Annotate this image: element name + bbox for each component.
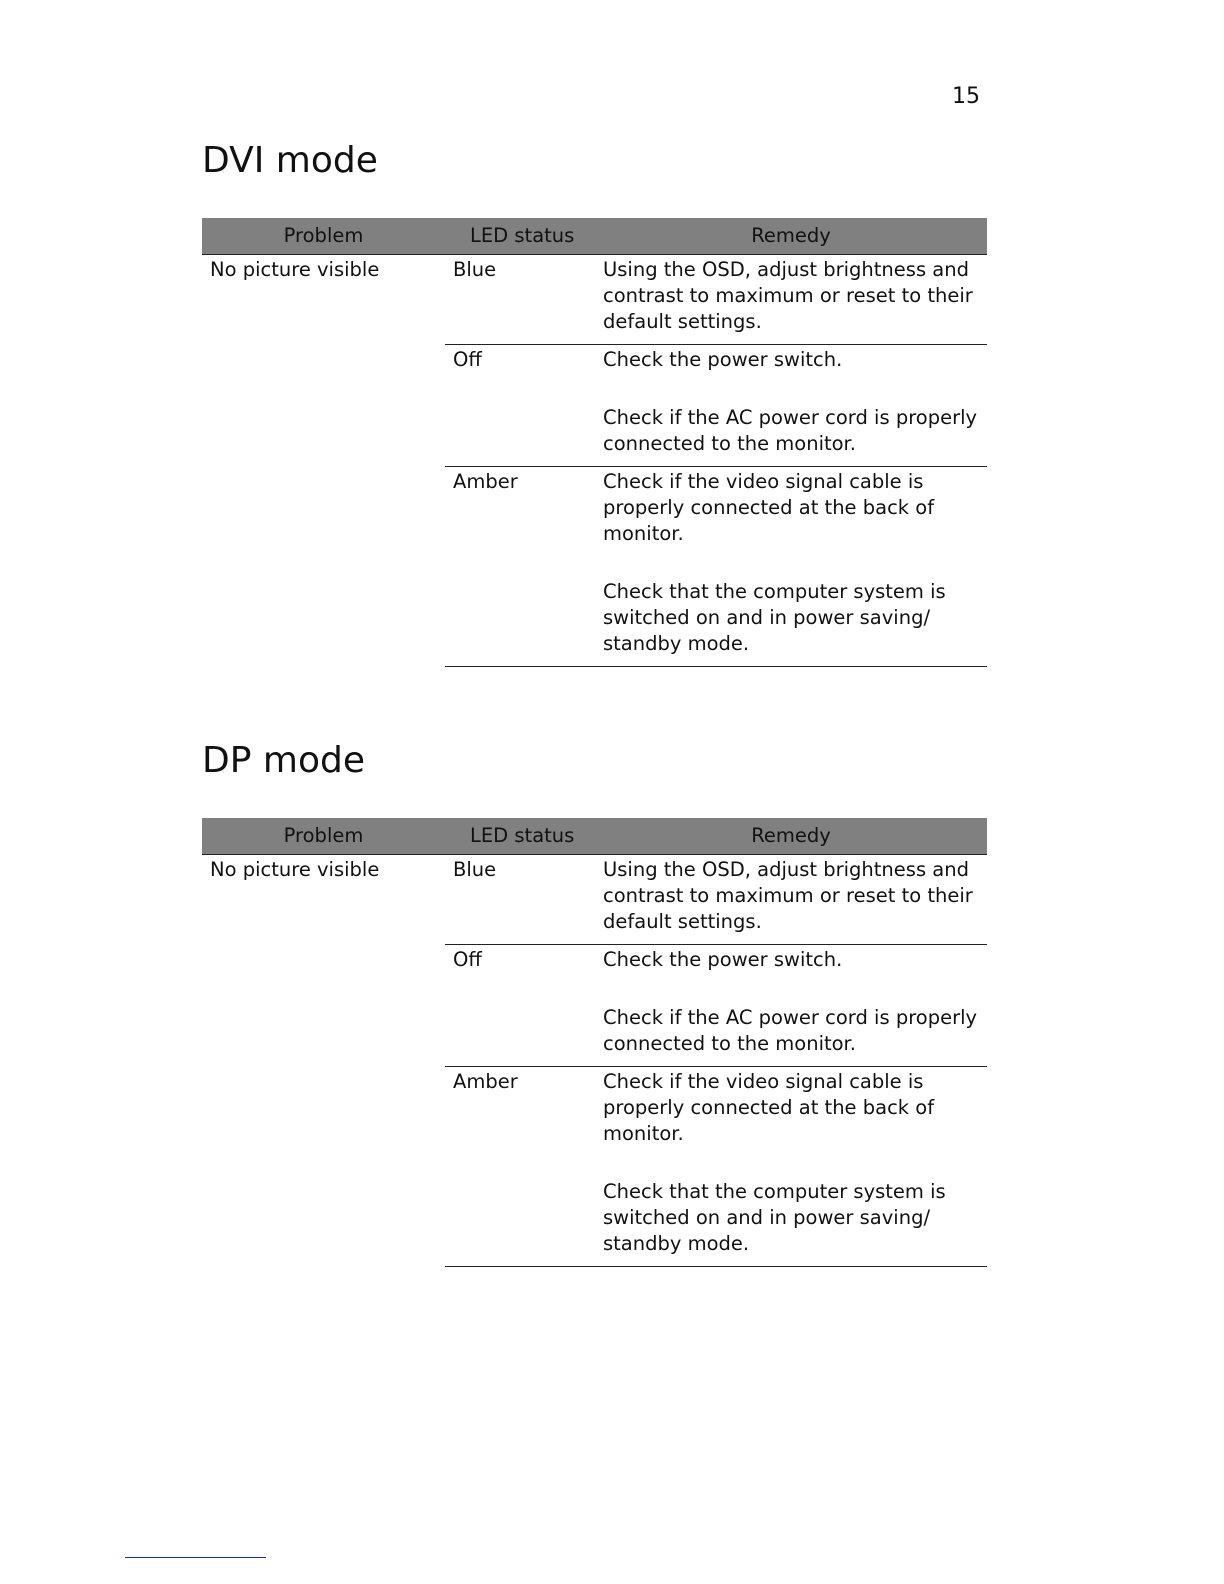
footer-divider: [125, 1557, 266, 1558]
remedy-text: Check if the video signal cable is properly connected at the back of monitor.: [603, 1070, 935, 1145]
problem-cell: [202, 255, 445, 667]
dvi-troubleshoot-table: [202, 218, 987, 667]
table-header-row: [202, 818, 987, 855]
dp-troubleshoot-table: [202, 818, 987, 1267]
dp-mode-section: [202, 740, 987, 1267]
remedy-cell: [595, 255, 987, 345]
problem-cell: [202, 855, 445, 1267]
header-problem: Problem: [202, 818, 445, 855]
remedy-text: Check the power switch.: [603, 948, 843, 971]
remedy-text: Using the OSD, adjust brightness and contrast to maximum or reset to their default settings.: [603, 258, 973, 333]
problem-text: No picture visible: [210, 858, 380, 881]
table-header-row: [202, 218, 987, 255]
led-cell: Amber: [445, 1067, 595, 1267]
section-title-dvi: DVI mode: [202, 140, 378, 181]
remedy-cell: [595, 855, 987, 945]
problem-text: No picture visible: [210, 258, 380, 281]
section-title-dp: DP mode: [202, 740, 365, 781]
remedy-text: Using the OSD, adjust brightness and contrast to maximum or reset to their default settings.: [603, 858, 973, 933]
page-number: 15: [952, 84, 980, 109]
remedy-cell: [595, 467, 987, 667]
table-row: [202, 255, 987, 345]
remedy-cell: [595, 1067, 987, 1267]
remedy-text: Check that the computer system is switched on and in power saving/ standby mode.: [603, 580, 946, 655]
header-led-status: LED status: [445, 218, 595, 255]
header-problem: Problem: [202, 218, 445, 255]
table-row: [202, 855, 987, 945]
header-remedy: Remedy: [595, 218, 987, 255]
header-led-status: LED status: [445, 818, 595, 855]
remedy-cell: [595, 345, 987, 467]
led-cell: Blue: [445, 255, 595, 345]
remedy-text: Check if the video signal cable is properly connected at the back of monitor.: [603, 470, 935, 545]
remedy-text: Check if the AC power cord is properly connected to the monitor.: [603, 406, 978, 455]
remedy-text: Check if the AC power cord is properly connected to the monitor.: [603, 1006, 978, 1055]
remedy-text: Check that the computer system is switched on and in power saving/ standby mode.: [603, 1180, 946, 1255]
header-remedy: Remedy: [595, 818, 987, 855]
led-cell: Off: [445, 945, 595, 1067]
led-cell: Off: [445, 345, 595, 467]
led-cell: Blue: [445, 855, 595, 945]
dvi-mode-section: [202, 140, 987, 667]
led-cell: Amber: [445, 467, 595, 667]
remedy-cell: [595, 945, 987, 1067]
remedy-text: Check the power switch.: [603, 348, 843, 371]
